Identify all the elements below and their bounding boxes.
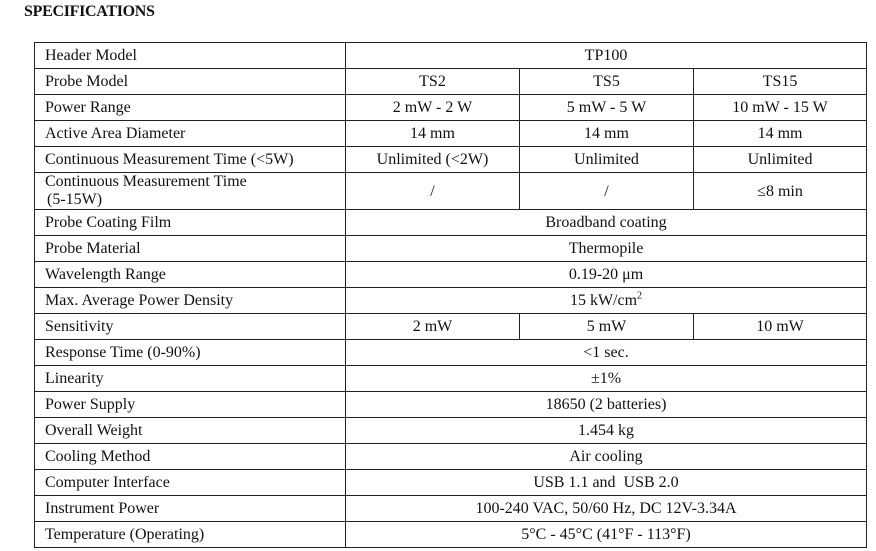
- cell-value: 5°C - 45°C (41°F - 113°F): [346, 522, 867, 548]
- cell-value: 18650 (2 batteries): [346, 392, 867, 418]
- cell-value: Unlimited: [694, 147, 867, 173]
- row-label: Temperature (Operating): [35, 522, 346, 548]
- table-row-material: [35, 236, 867, 262]
- cell-value: ≤8 min: [694, 173, 867, 210]
- cell-value: 14 mm: [694, 121, 867, 147]
- cell-value: /: [520, 173, 694, 210]
- table-row-power-supply: [35, 392, 867, 418]
- table-row-power-range: [35, 95, 867, 121]
- table-row-interface: [35, 470, 867, 496]
- cell-value: 5 mW: [520, 314, 694, 340]
- table-row-linearity: [35, 366, 867, 392]
- table-row-probe-model: [35, 69, 867, 95]
- table-row-weight: [35, 418, 867, 444]
- cell-value: TS5: [520, 69, 694, 95]
- cell-value: Thermopile: [346, 236, 867, 262]
- table-row-continuous-time-15w: [35, 173, 867, 210]
- table-row-header-model: [35, 43, 867, 69]
- row-label: Linearity: [35, 366, 346, 392]
- row-label: Active Area Diameter: [35, 121, 346, 147]
- cell-value: 2 mW - 2 W: [346, 95, 520, 121]
- cell-value: 10 mW: [694, 314, 867, 340]
- cell-value: 1.454 kg: [346, 418, 867, 444]
- cell-value: TS2: [346, 69, 520, 95]
- cell-value: USB 1.1 and USB 2.0: [346, 470, 867, 496]
- row-label: [35, 173, 346, 210]
- cell-value: Broadband coating: [346, 210, 867, 236]
- row-label: Instrument Power: [35, 496, 346, 522]
- cell-value: Unlimited (<2W): [346, 147, 520, 173]
- cell-value: 2 mW: [346, 314, 520, 340]
- cell-value: 5 mW - 5 W: [520, 95, 694, 121]
- power-density-value: 15 kW/cm: [569, 292, 638, 309]
- row-label-line2: (5-15W): [47, 191, 103, 208]
- row-label: Wavelength Range: [35, 262, 346, 288]
- table-row-response-time: [35, 340, 867, 366]
- row-label: Computer Interface: [35, 470, 346, 496]
- row-label-line1: Continuous Measurement Time: [45, 173, 247, 190]
- cell-value: 0.19-20 μm: [346, 262, 867, 288]
- cell-value: 14 mm: [346, 121, 520, 147]
- specifications-table: [34, 42, 867, 548]
- row-label: Sensitivity: [35, 314, 346, 340]
- table-row-instrument-power: [35, 496, 867, 522]
- cell-value: Air cooling: [346, 444, 867, 470]
- table-row-active-area: [35, 121, 867, 147]
- table-row-power-density: [35, 288, 867, 314]
- cell-value: Unlimited: [520, 147, 694, 173]
- table-row-temperature: [35, 522, 867, 548]
- row-label: Probe Material: [35, 236, 346, 262]
- cell-value: 10 mW - 15 W: [694, 95, 867, 121]
- row-label: Response Time (0-90%): [35, 340, 346, 366]
- row-label: Power Range: [35, 95, 346, 121]
- table-row-coating: [35, 210, 867, 236]
- cell-value: <1 sec.: [346, 340, 867, 366]
- table-row-continuous-time-5w: [35, 147, 867, 173]
- row-label: Max. Average Power Density: [35, 288, 346, 314]
- table-row-cooling: [35, 444, 867, 470]
- row-label: Continuous Measurement Time (<5W): [35, 147, 346, 173]
- table-row-wavelength: [35, 262, 867, 288]
- row-label: Overall Weight: [35, 418, 346, 444]
- cell-value: TS15: [694, 69, 867, 95]
- row-label: Probe Model: [35, 69, 346, 95]
- cell-value: 100-240 VAC, 50/60 Hz, DC 12V-3.34A: [346, 496, 867, 522]
- table-row-sensitivity: [35, 314, 867, 340]
- cell-value: TP100: [346, 43, 867, 69]
- section-heading: SPECIFICATIONS: [24, 3, 155, 20]
- cell-value: /: [346, 173, 520, 210]
- row-label: Probe Coating Film: [35, 210, 346, 236]
- row-label: Power Supply: [35, 392, 346, 418]
- power-density-exponent: 2: [637, 290, 643, 302]
- row-label: Cooling Method: [35, 444, 346, 470]
- cell-value: [346, 288, 867, 314]
- cell-value: 14 mm: [520, 121, 694, 147]
- row-label: Header Model: [35, 43, 346, 69]
- cell-value: ±1%: [346, 366, 867, 392]
